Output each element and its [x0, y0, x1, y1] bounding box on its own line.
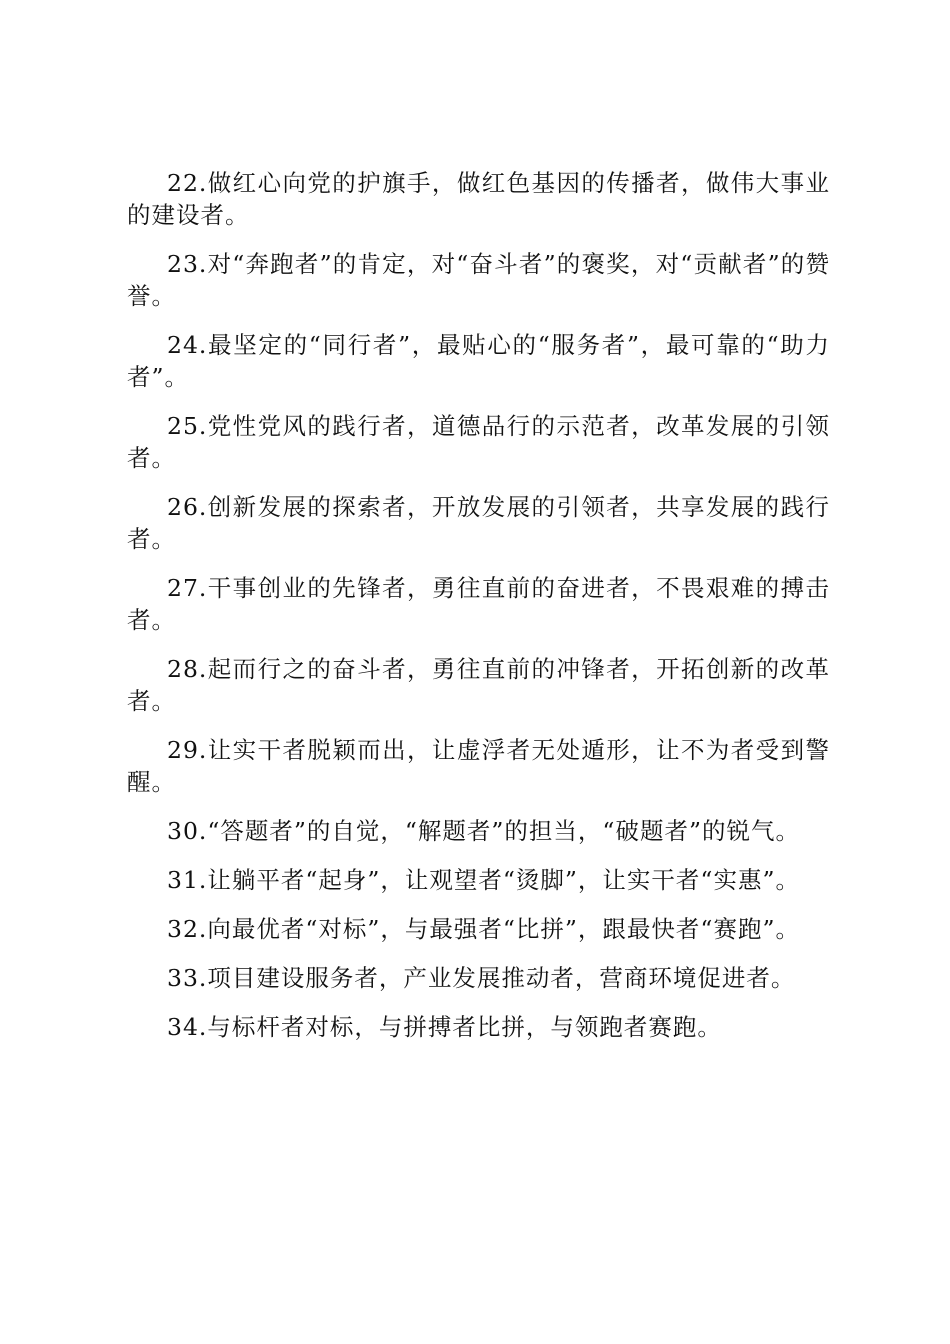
paragraph-34: 34.与标杆者对标，与拼搏者比拼，与领跑者赛跑。 [167, 1013, 722, 1041]
paragraph-28: 28.起而行之的奋斗者，勇往直前的冲锋者，开拓创新的改革者。 [127, 655, 830, 715]
paragraph-22: 22.做红心向党的护旗手，做红色基因的传播者，做伟大事业的建设者。 [127, 169, 830, 229]
paragraph-29: 29.让实干者脱颖而出，让虚浮者无处遁形，让不为者受到警醒。 [127, 736, 830, 796]
paragraph-32: 32.向最优者“对标”，与最强者“比拼”，跟最快者“赛跑”。 [167, 915, 800, 943]
paragraph-25: 25.党性党风的践行者，道德品行的示范者，改革发展的引领者。 [127, 412, 830, 472]
paragraph-27: 27.干事创业的先锋者，勇往直前的奋进者，不畏艰难的搏击者。 [127, 574, 830, 634]
paragraph-24: 24.最坚定的“同行者”，最贴心的“服务者”，最可靠的“助力者”。 [127, 331, 830, 391]
paragraph-31: 31.让躺平者“起身”，让观望者“烫脚”，让实干者“实惠”。 [167, 866, 800, 894]
paragraph-30: 30.“答题者”的自觉，“解题者”的担当，“破题者”的锐气。 [167, 817, 800, 845]
paragraph-26: 26.创新发展的探索者，开放发展的引领者，共享发展的践行者。 [127, 493, 830, 553]
paragraph-33: 33.项目建设服务者，产业发展推动者，营商环境促进者。 [167, 964, 796, 992]
document-body [127, 167, 830, 1060]
paragraph-23: 23.对“奔跑者”的肯定，对“奋斗者”的褒奖，对“贡献者”的赞誉。 [127, 250, 830, 310]
